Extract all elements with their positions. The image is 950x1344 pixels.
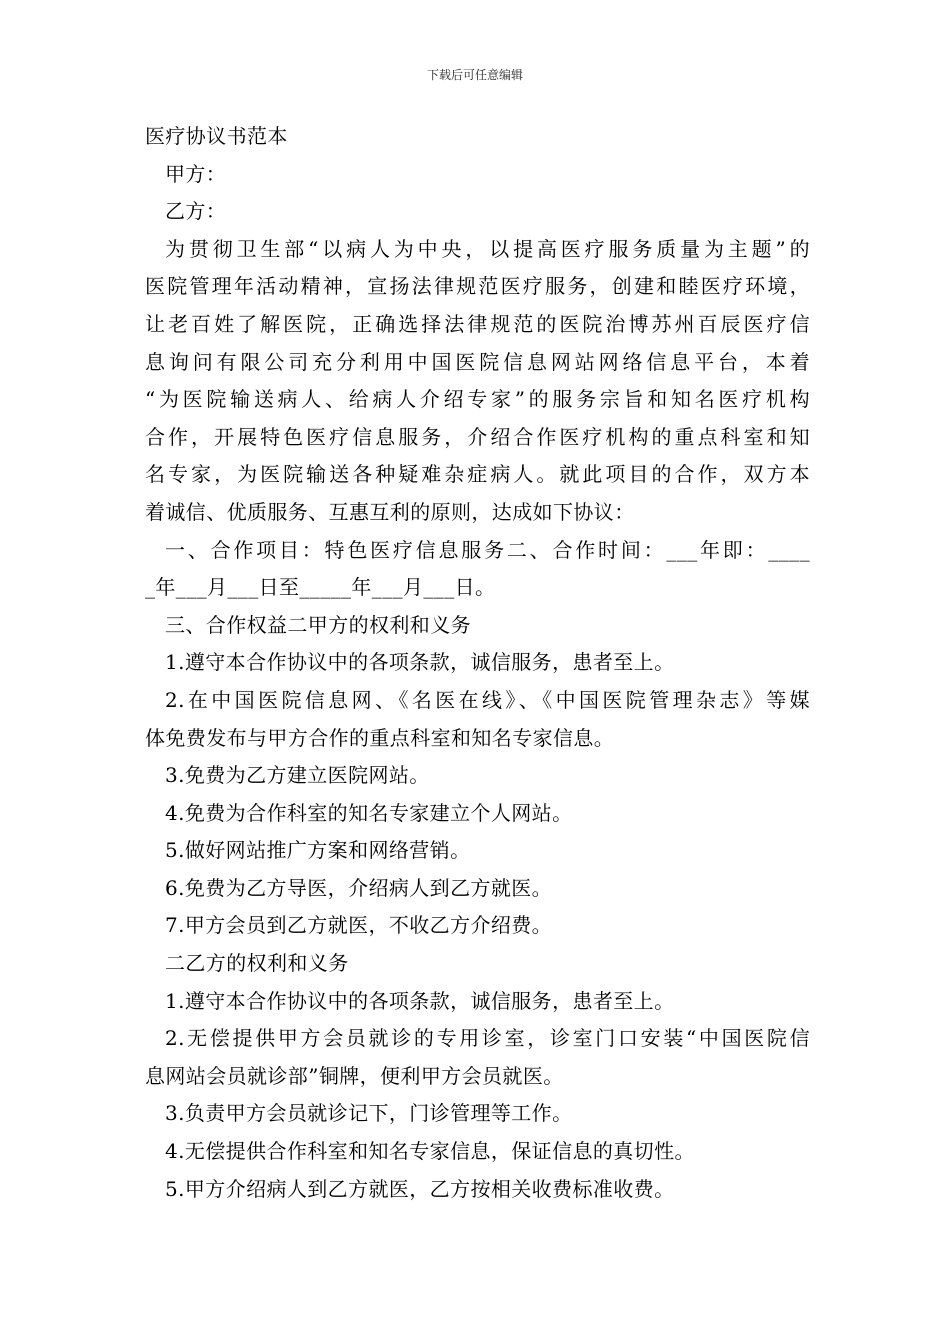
document-line: 5.做好网站推广方案和网络营销。 (165, 838, 471, 863)
document-line: 乙方： (165, 199, 227, 224)
document-line: 3.免费为乙方建立医院网站。 (165, 763, 430, 788)
document-line: 医院管理年活动精神，宣扬法律规范医疗服务，创建和睦医疗环境， (145, 274, 810, 299)
document-line: 1.遵守本合作协议中的各项条款，诚信服务，患者至上。 (165, 988, 675, 1013)
document-line: _年___月___日至_____年___月___日。 (145, 575, 496, 600)
document-line: 二乙方的权利和义务 (165, 951, 349, 976)
document-line: 息询问有限公司充分利用中国医院信息网站网络信息平台，本着 (145, 349, 810, 374)
document-line: 三、合作权益二甲方的权利和义务 (165, 612, 471, 637)
document-line: 4.无偿提供合作科室和知名专家信息，保证信息的真切性。 (165, 1139, 695, 1164)
document-line: 让老百姓了解医院，正确选择法律规范的医院治博苏州百辰医疗信 (145, 311, 810, 336)
document-line: 5.甲方介绍病人到乙方就医，乙方按相关收费标准收费。 (165, 1176, 675, 1201)
document-line: 3.负责甲方会员就诊记下，门诊管理等工作。 (165, 1101, 573, 1126)
document-line: 2.无偿提供甲方会员就诊的专用诊室，诊室门口安装“中国医院信 (165, 1026, 810, 1051)
document-line: 一、合作项目：特色医疗信息服务二、合作时间：___年即：____ (165, 537, 810, 562)
document-title: 医疗协议书范本 (145, 124, 288, 148)
header-note: 下载后可任意编辑 (426, 68, 523, 82)
document-body (145, 118, 810, 1208)
document-line: 6.免费为乙方导医，介绍病人到乙方就医。 (165, 875, 553, 900)
document-line: 着诚信、优质服务、互惠互利的原则，达成如下协议： (145, 499, 635, 524)
document-line: “为医院输送病人、给病人介绍专家”的服务宗旨和知名医疗机构 (145, 387, 810, 412)
document-line: 4.免费为合作科室的知名专家建立个人网站。 (165, 800, 573, 825)
document-line: 合作，开展特色医疗信息服务，介绍合作医疗机构的重点科室和知 (145, 424, 810, 449)
document-line: 2.在中国医院信息网、《名医在线》、《中国医院管理杂志》等媒 (165, 687, 810, 712)
document-line: 体免费发布与甲方合作的重点科室和知名专家信息。 (145, 725, 615, 750)
document-line: 甲方： (165, 161, 227, 186)
document-line: 7.甲方会员到乙方就医，不收乙方介绍费。 (165, 913, 553, 938)
document-line: 为贯彻卫生部“以病人为中央，以提高医疗服务质量为主题”的 (165, 236, 810, 261)
document-line: 1.遵守本合作协议中的各项条款，诚信服务，患者至上。 (165, 650, 675, 675)
document-line: 息网站会员就诊部”铜牌，便利甲方会员就医。 (145, 1063, 564, 1088)
document-line: 名专家，为医院输送各种疑难杂症病人。就此项目的合作，双方本 (145, 462, 810, 487)
